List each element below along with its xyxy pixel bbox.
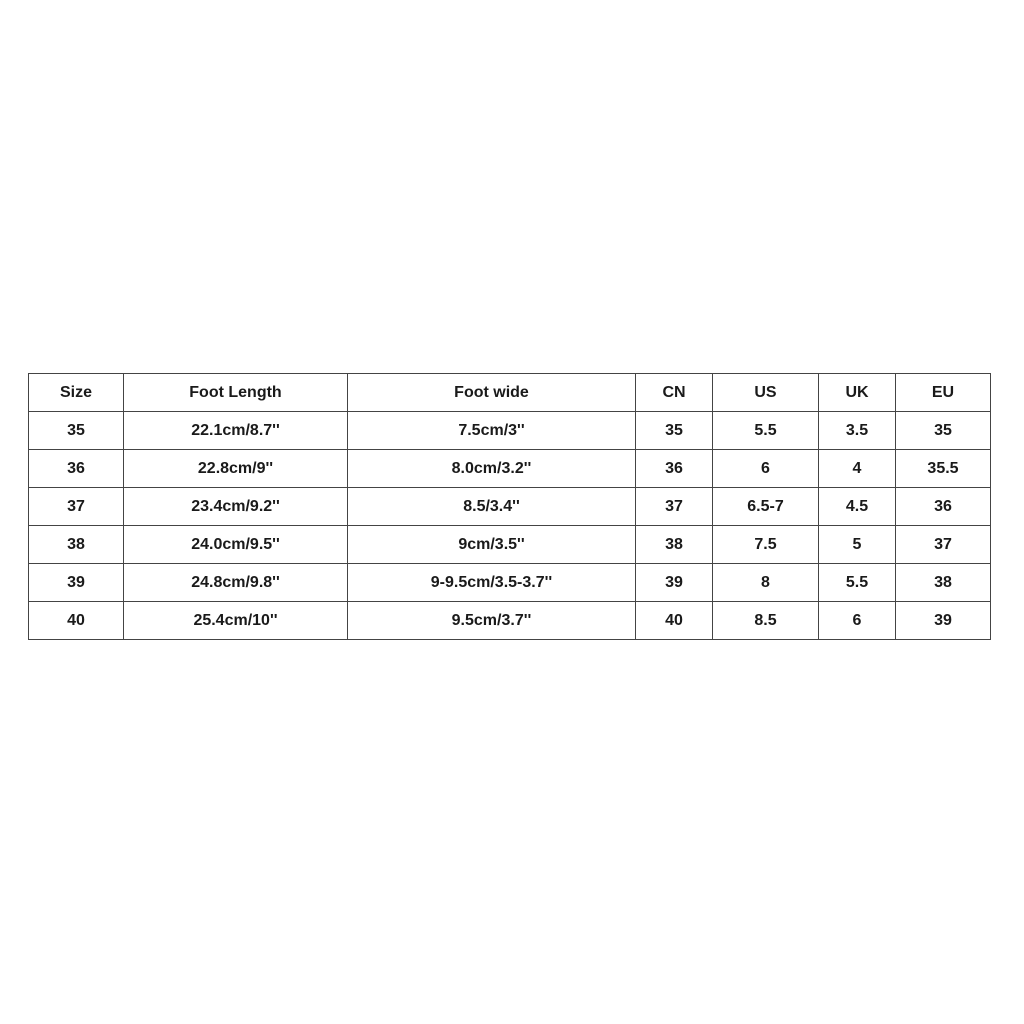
size-chart-table	[28, 373, 991, 640]
cell-us: 8.5	[713, 602, 819, 640]
cell-size: 37	[29, 488, 124, 526]
cell-uk: 5	[819, 526, 896, 564]
cell-uk: 3.5	[819, 412, 896, 450]
cell-us: 5.5	[713, 412, 819, 450]
table-row	[29, 602, 991, 640]
table-row	[29, 526, 991, 564]
header-cell-foot-wide: Foot wide	[348, 374, 636, 412]
header-cell-uk: UK	[819, 374, 896, 412]
cell-eu: 35	[896, 412, 991, 450]
cell-uk: 5.5	[819, 564, 896, 602]
cell-cn: 38	[636, 526, 713, 564]
cell-foot-wide: 7.5cm/3''	[348, 412, 636, 450]
cell-foot-wide: 9-9.5cm/3.5-3.7''	[348, 564, 636, 602]
table-row	[29, 450, 991, 488]
cell-foot-length: 22.1cm/8.7''	[124, 412, 348, 450]
cell-foot-wide: 8.5/3.4''	[348, 488, 636, 526]
table-row	[29, 488, 991, 526]
cell-eu: 36	[896, 488, 991, 526]
cell-size: 40	[29, 602, 124, 640]
header-cell-cn: CN	[636, 374, 713, 412]
cell-foot-length: 25.4cm/10''	[124, 602, 348, 640]
cell-us: 8	[713, 564, 819, 602]
cell-cn: 37	[636, 488, 713, 526]
cell-foot-length: 22.8cm/9''	[124, 450, 348, 488]
header-cell-us: US	[713, 374, 819, 412]
cell-uk: 6	[819, 602, 896, 640]
table-row	[29, 564, 991, 602]
cell-size: 39	[29, 564, 124, 602]
cell-foot-wide: 8.0cm/3.2''	[348, 450, 636, 488]
cell-eu: 38	[896, 564, 991, 602]
cell-uk: 4.5	[819, 488, 896, 526]
table-row	[29, 412, 991, 450]
cell-cn: 35	[636, 412, 713, 450]
header-cell-eu: EU	[896, 374, 991, 412]
cell-size: 35	[29, 412, 124, 450]
cell-eu: 37	[896, 526, 991, 564]
cell-cn: 39	[636, 564, 713, 602]
cell-us: 7.5	[713, 526, 819, 564]
cell-us: 6.5-7	[713, 488, 819, 526]
header-row	[29, 374, 991, 412]
cell-us: 6	[713, 450, 819, 488]
cell-cn: 36	[636, 450, 713, 488]
cell-eu: 35.5	[896, 450, 991, 488]
cell-foot-wide: 9.5cm/3.7''	[348, 602, 636, 640]
cell-size: 36	[29, 450, 124, 488]
header-cell-size: Size	[29, 374, 124, 412]
cell-eu: 39	[896, 602, 991, 640]
cell-foot-length: 23.4cm/9.2''	[124, 488, 348, 526]
header-cell-foot-length: Foot Length	[124, 374, 348, 412]
cell-foot-length: 24.8cm/9.8''	[124, 564, 348, 602]
cell-uk: 4	[819, 450, 896, 488]
cell-foot-wide: 9cm/3.5''	[348, 526, 636, 564]
cell-cn: 40	[636, 602, 713, 640]
cell-foot-length: 24.0cm/9.5''	[124, 526, 348, 564]
cell-size: 38	[29, 526, 124, 564]
